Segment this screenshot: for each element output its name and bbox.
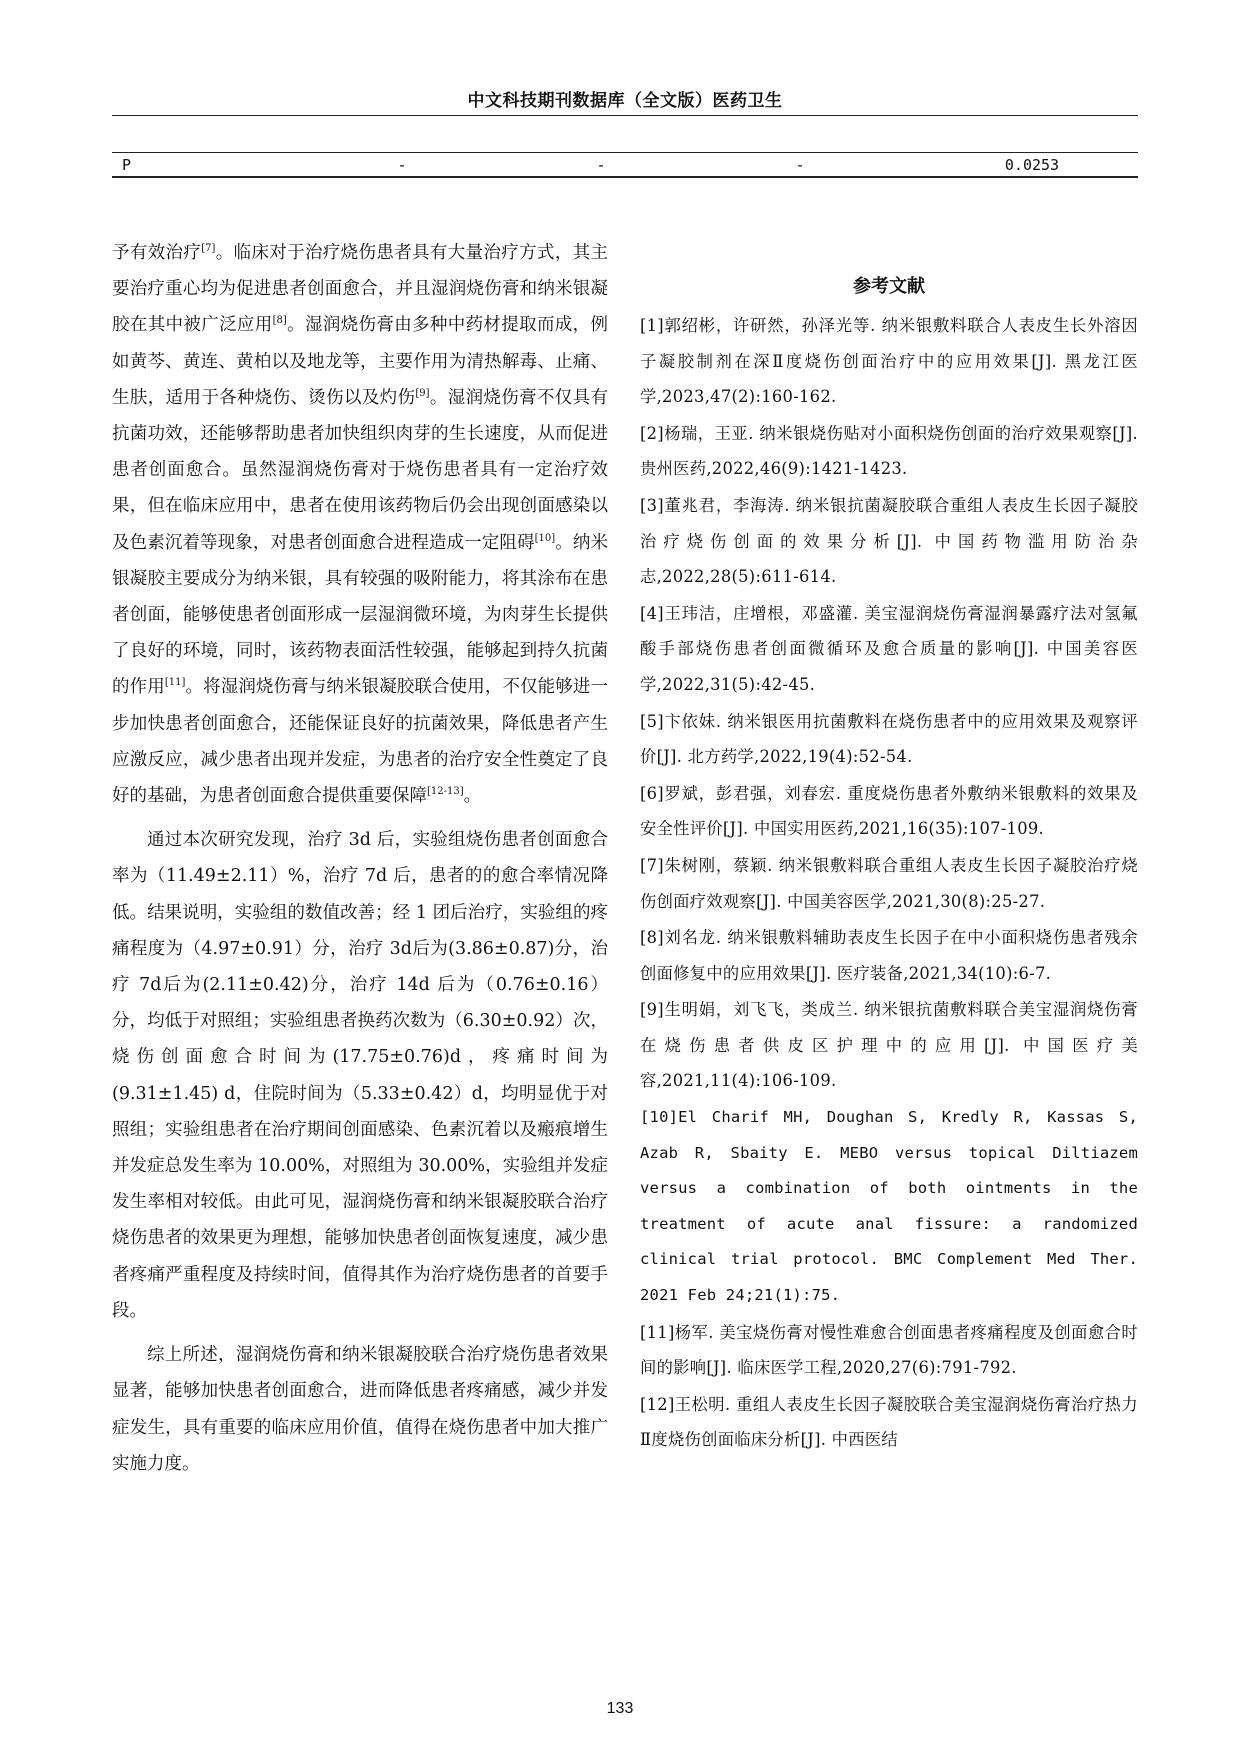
citation: [7] — [201, 243, 216, 255]
reference-item: [2]杨瑞，王亚. 纳米银烧伤贴对小面积烧伤创面的治疗效果观察[J]. 贵州医药,2022,46(9):1421-1423. — [640, 423, 1138, 479]
table-row — [112, 152, 1138, 178]
paragraph: 综上所述，湿润烧伤膏和纳米银凝胶联合治疗烧伤患者效果显著，能够加快患者创面愈合，进而降低患者疼痛感，减少并发症发生，具有重要的临床应用价值，值得在烧伤患者中加大推广实施力度。 — [112, 1345, 608, 1474]
page-number: 133 — [606, 1700, 634, 1717]
body-text-column — [112, 235, 608, 1490]
table-cell: - — [596, 156, 606, 174]
reference-item: [3]董兆君，李海涛. 纳米银抗菌凝胶联合重组人表皮生长因子凝胶治疗烧伤创面的效果分析[J]. 中国药物滥用防治杂志,2022,28(5):611-614. — [640, 495, 1138, 587]
header-rule — [112, 115, 1138, 116]
citation: [8] — [272, 315, 287, 327]
reference-item: [9]生明娟，刘飞飞，类成兰. 纳米银抗菌敷料联合美宝湿润烧伤膏在烧伤患者供皮区护理中的应用[J]. 中国医疗美容,2021,11(4):106-109. — [640, 1000, 1138, 1091]
citation: [11] — [164, 677, 186, 689]
citation: [12-13] — [427, 786, 464, 798]
table-cell: - — [795, 156, 805, 174]
reference-item: [12]王松明. 重组人表皮生长因子凝胶联合美宝湿润烧伤膏治疗热力Ⅱ度烧伤创面临床分析[J]. 中西医结 — [640, 1394, 1138, 1450]
reference-item: [6]罗斌，彭君强，刘春宏. 重度烧伤患者外敷纳米银敷料的效果及安全性评价[J]. 中国实用医药,2021,16(35):107-109. — [640, 783, 1138, 839]
references-heading: 参考文献 — [853, 276, 925, 297]
reference-item: [11]杨军. 美宝烧伤膏对慢性难愈合创面患者疼痛程度及创面愈合时间的影响[J]. 临床医学工程,2020,27(6):791-792. — [640, 1322, 1138, 1378]
paragraph: 予有效治疗[7]。临床对于治疗烧伤患者具有大量治疗方式，其主要治疗重心均为促进患者创面愈合，并且湿润烧伤膏和纳米银凝胶在其中被广泛应用[8]。湿润烧伤膏由多种中药材提取而成，例如黄芩、黄连、黄柏以及地龙等，主要作用为清热解毒、止痛、生肤，适用于各种烧伤、烫伤以及灼伤[9]。湿润烧伤膏不仅具有抗菌功效，还能够帮助患者加快组织肉芽的生长速度，从而促进患者创面愈合。虽然湿润烧伤膏对于烧伤患者具有一定治疗效果，但在临床应用中，患者在使用该药物后仍会出现创面感染以及色素沉着等现象，对患者创面愈合进程造成一定阻碍[10]。纳米银凝胶主要成分为纳米银，具有较强的吸附能力，将其涂布在患者创面，能够使患者创面形成一层湿润微环境，为肉芽生长提供了良好的环境，同时，该药物表面活性较强，能够起到持久抗菌的作用[11]。将湿润烧伤膏与纳米银凝胶联合使用，不仅能够进一步加快患者创面愈合，还能保证良好的抗菌效果，降低患者产生应激反应，减少患者出现并发症，为患者的治疗安全性奠定了良好的基础，为患者创面愈合提供重要保障[12-13]。 — [112, 243, 609, 807]
table-cell: - — [397, 156, 407, 174]
table-cell: P — [122, 156, 132, 174]
reference-item: [5]卞依妹. 纳米银医用抗菌敷料在烧伤患者中的应用效果及观察评价[J]. 北方药学,2022,19(4):52-54. — [640, 711, 1138, 767]
running-header: 中文科技期刊数据库（全文版）医药卫生 — [467, 91, 783, 111]
reference-item: [1]郭绍彬，许研然，孙泽光等. 纳米银敷料联合人表皮生长外溶因子凝胶制剂在深Ⅱ度烧伤创面治疗中的应用效果[J]. 黑龙江医学,2023,47(2):160-162. — [640, 316, 1138, 407]
reference-list — [640, 308, 1138, 1459]
reference-item: [4]王玮洁，庄增根，邓盛灌. 美宝湿润烧伤膏湿润暴露疗法对氢氟酸手部烧伤患者创面微循环及愈合质量的影响[J]. 中国美容医学,2022,31(5):42-45. — [640, 603, 1138, 694]
citation: [10] — [534, 532, 556, 544]
paragraph: 通过本次研究发现，治疗 3d 后，实验组烧伤患者创面愈合率为（11.49±2.11）%，治疗 7d 后，患者的的愈合率情况降低。结果说明，实验组的数值改善；经 1 团后治疗，实验组的疼痛程度为（4.97±0.91）分，治疗 3d后为(3.86±0.87)分，治疗 7d后为(2.11±0.42)分，治疗 14d 后为（0.76±0.16）分，均低于对照组；实验组患者换药次数为（6.30±0.92）次，烧伤创面愈合时间为(17.75±0.76)d，疼痛时间为(9.31±1.45) d，住院时间为（5.33±0.42）d，均明显优于对照组；实验组患者在治疗期间创面感染、色素沉着以及瘢痕增生并发症总发生率为 10.00%，对照组为 30.00%，实验组并发症发生率相对较低。由此可见，湿润烧伤膏和纳米银凝胶联合治疗烧伤患者的效果更为理想，能够加快患者创面恢复速度，减少患者疼痛严重程度及持续时间，值得其作为治疗烧伤患者的首要手段。 — [112, 830, 608, 1321]
reference-item: [10]El Charif MH, Doughan S, Kredly R, Kassas S, Azab R, Sbaity E. MEBO versus topical Diltiazem versus a combination of both ointments in the treatment of acute anal fissure: a randomized clinical trial protocol. BMC Complement Med Ther. 2021 Feb 24;21(1):75. — [640, 1108, 1138, 1305]
citation: [9] — [415, 387, 430, 399]
reference-item: [8]刘名龙. 纳米银敷料辅助表皮生长因子在中小面积烧伤患者残余创面修复中的应用效果[J]. 医疗装备,2021,34(10):6-7. — [640, 928, 1138, 983]
table-cell: 0.0253 — [1004, 156, 1060, 174]
reference-item: [7]朱树刚，蔡颖. 纳米银敷料联合重组人表皮生长因子凝胶治疗烧伤创面疗效观察[J]. 中国美容医学,2021,30(8):25-27. — [640, 855, 1138, 911]
